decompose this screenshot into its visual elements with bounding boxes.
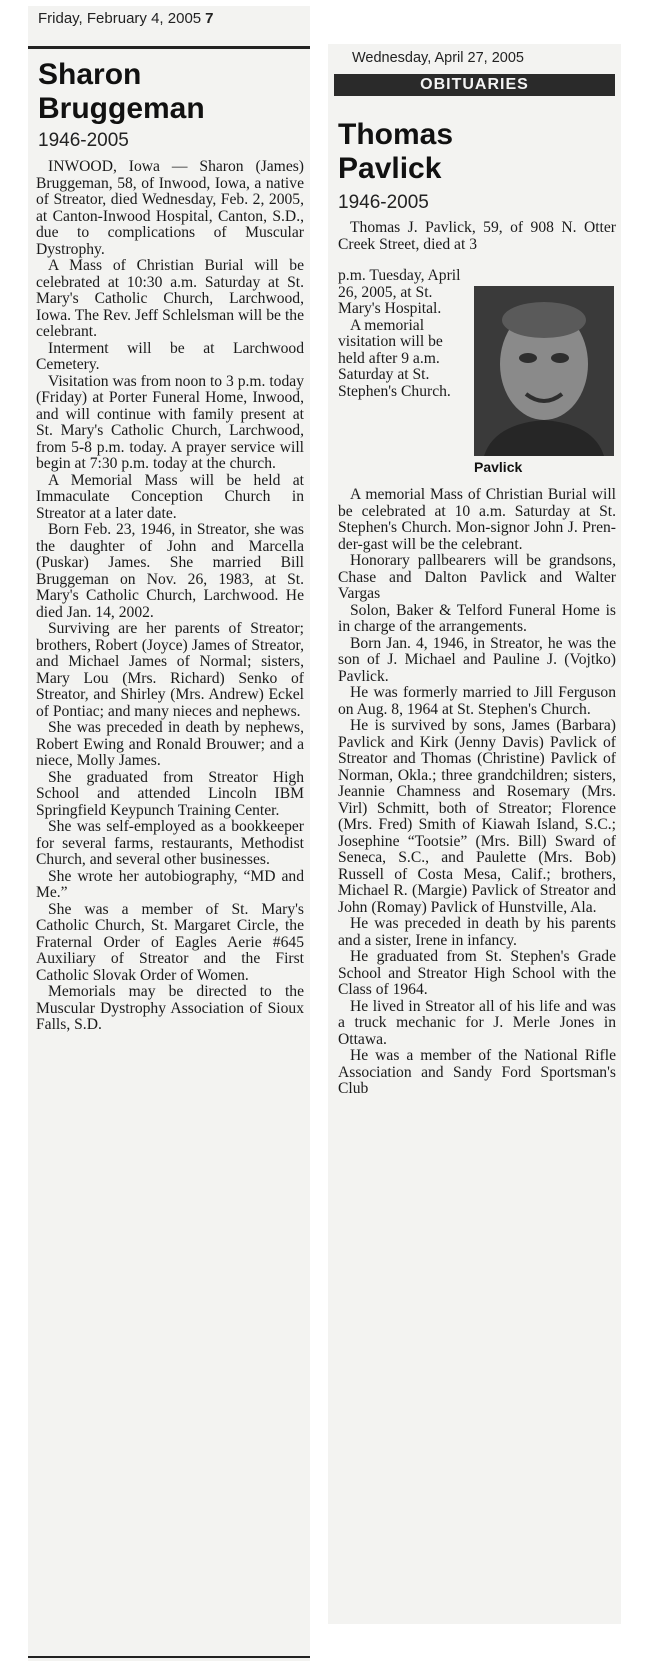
portrait-image: [474, 286, 614, 456]
right-paragraph: He is survived by sons, James (Barbara) Pavlick and Kirk (Jenny Davis) Pavlick of Streator and Thomas (Christine) Pavlick of Norman, Okla.; three grandchildren; sisters, Jeannie Chamness and Rosemary (Mrs. Virl) Schmitt, both of Streator; Florence (Mrs. Fred) Smith of Kiawah Island, S.C.; Josephine “Tootsie” (Mrs. Bill) Sward of Seneca, S.C., and Paulette (Mrs. Bob) Russell of Costa Mesa, Calif.; brothers, Michael R. (Margie) Pavlick of Streator and John (Romay) Pavlick of Hunstville, Ala.: [338, 717, 616, 916]
right-paragraph: He was formerly married to Jill Ferguson on Aug. 8, 1964 at St. Stephen's Church.: [338, 684, 616, 718]
right-paragraph: He lived in Streator all of his life and was a truck mechanic for J. Merle Jones in Ottawa.: [338, 997, 616, 1048]
section-banner: OBITUARIES: [334, 74, 615, 96]
left-paragraph: Born Feb. 23, 1946, in Streator, she was the daughter of John and Marcella (Puskar) James. She married Bill Bruggeman on Nov. 26, 1983, at St. Mary's Catholic Church, Larchwood. He died Jan. 14, 2002.: [36, 521, 304, 621]
left-obituary-body: [36, 159, 304, 1034]
right-obituary-name: [338, 118, 453, 186]
left-paragraph: Visitation was from noon to 3 p.m. today (Friday) at Porter Funeral Home, Inwood, and will continue with family present at St. Mary's Catholic Church, Larchwood, from 5-8 p.m. today. A prayer service will begin at 7:30 p.m. today at the church.: [36, 372, 304, 472]
left-dateline: [38, 10, 213, 27]
right-paragraph: He was a member of the National Rifle Association and Sandy Ford Sportsman's Club: [338, 1047, 616, 1097]
left-header-rule: [28, 46, 310, 49]
left-paragraph: INWOOD, Iowa — Sharon (James) Bruggeman, 58, of Inwood, Iowa, a native of Streator, died Wednesday, Feb. 2, 2005, at Canton-Inwood Hospital, Canton, S.D., due to complications of Muscular Dystrophy.: [36, 158, 304, 258]
left-paragraph: She graduated from Streator High School and attended Lincoln IBM Springfield Keypunch Training Center.: [36, 768, 304, 819]
right-paragraph: He graduated from St. Stephen's Grade School and Streator High School with the Class of 1964.: [338, 948, 616, 998]
right-name-line1: Thomas: [338, 118, 454, 151]
right-obituary-column: [328, 44, 621, 1624]
page-number: 7: [205, 10, 214, 27]
portrait-photo: [474, 286, 614, 456]
left-paragraph: She was a member of St. Mary's Catholic Church, St. Margaret Circle, the Fraternal Order of Eagles Aerie #645 Auxiliary of Streator and the First Catholic Slovak Order of Women.: [36, 900, 304, 984]
right-intro-paragraph: Thomas J. Pavlick, 59, of 908 N. Otter Creek Street, died at 3: [338, 219, 616, 253]
left-paragraph: She was self-employed as a bookkeeper for several farms, restaurants, Methodist Church, and several other businesses.: [36, 818, 304, 868]
left-name-line1: Sharon: [38, 58, 142, 91]
right-paragraph: Solon, Baker & Telford Funeral Home is in charge of the arrangements.: [338, 601, 616, 635]
photo-caption: Pavlick: [474, 459, 523, 475]
left-paragraph: Interment will be at Larchwood Cemetery.: [36, 339, 304, 373]
right-beside-photo-text: [338, 268, 468, 400]
left-paragraph: Surviving are her parents of Streator; brothers, Robert (Joyce) James of Streator, and Michael James of Normal; sisters, Mary Lou (Mrs. Richard) Senko of Streator, and Shirley (Mrs. Andrew) Eckel of Pontiac; and many nieces and nephews.: [36, 620, 304, 720]
left-obituary-name: [38, 58, 205, 126]
left-paragraph: A Mass of Christian Burial will be celebrated at 10:30 a.m. Saturday at St. Mary's Catholic Church, Larchwood, Iowa. The Rev. Jeff Schlelsman will be the celebrant.: [36, 257, 304, 340]
right-dateline: Wednesday, April 27, 2005: [352, 50, 524, 66]
left-paragraph: A Memorial Mass will be held at Immaculate Conception Church in Streator at a later date.: [36, 471, 304, 522]
right-beside-paragraph: A memorial visitation will be held after 9 a.m. Saturday at St. Stephen's Church.: [338, 316, 451, 400]
left-footer-rule: [28, 1656, 310, 1658]
left-paragraph: Memorials may be directed to the Muscular Dystrophy Association of Sioux Falls, S.D.: [36, 983, 304, 1033]
right-obituary-years: 1946-2005: [338, 192, 429, 213]
left-obituary-years: 1946-2005: [38, 130, 129, 151]
left-paragraph: She wrote her autobiography, “MD and Me.”: [36, 867, 304, 901]
right-paragraph: Born Jan. 4, 1946, in Streator, he was the son of J. Michael and Pauline J. (Vojtko) Pavlick.: [338, 634, 616, 685]
right-beside-paragraph: p.m. Tuesday, April 26, 2005, at St. Mary's Hospital.: [338, 267, 461, 317]
right-paragraph: Honorary pallbearers will be grandsons, Chase and Dalton Pavlick and Walter Vargas: [338, 552, 616, 602]
right-name-line2: Pavlick: [338, 152, 442, 185]
left-paragraph: She was preceded in death by nephews, Robert Ewing and Ronald Brouwer; and a niece, Molly James.: [36, 719, 304, 769]
left-date: Friday, February 4, 2005: [38, 10, 202, 27]
right-paragraph: A memorial Mass of Christian Burial will be celebrated at 10 a.m. Saturday at St. Stephen's Church. Mon-signor John J. Pren-der-gast will be the celebrant.: [338, 486, 616, 553]
right-paragraph: He was preceded in death by his parents and a sister, Irene in infancy.: [338, 915, 616, 949]
right-obituary-body: [338, 487, 616, 1098]
right-intro: [338, 220, 616, 253]
left-obituary-column: [28, 6, 310, 1661]
left-name-line2: Bruggeman: [38, 92, 205, 125]
